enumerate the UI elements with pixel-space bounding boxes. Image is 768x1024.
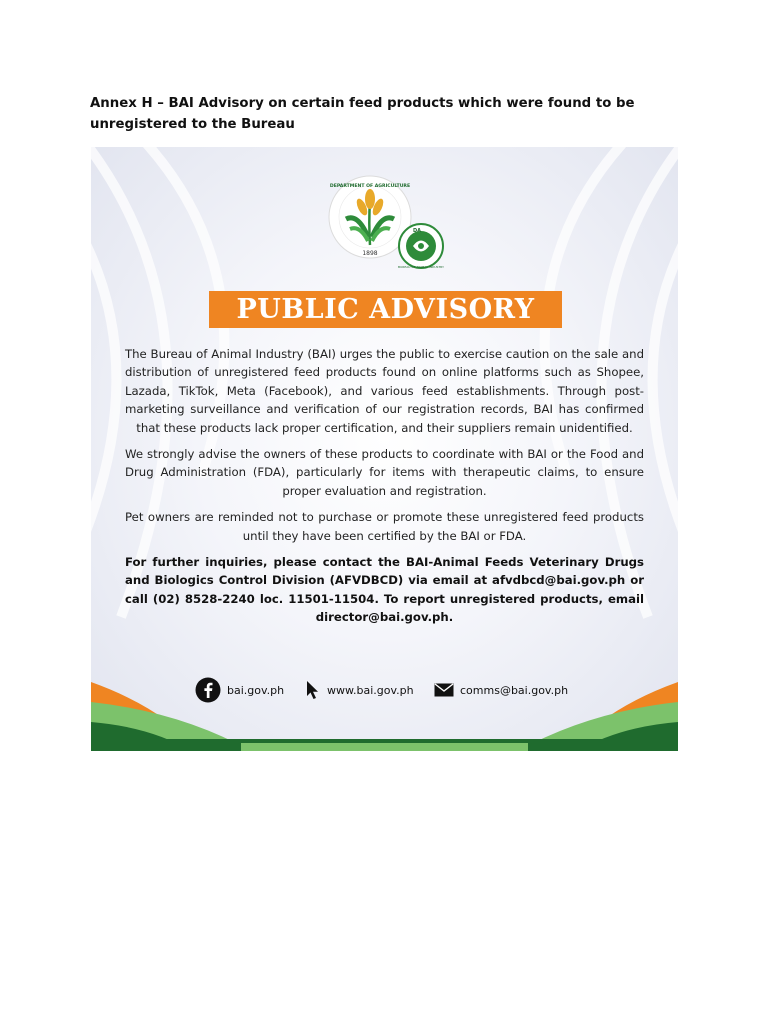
footer-facebook-label: bai.gov.ph — [227, 683, 285, 697]
footer-email-label: comms@bai.gov.ph — [460, 683, 569, 697]
advisory-paragraph-3: Pet owners are reminded not to purchase or promote these unregistered feed products until they have been certified by the BAI or FDA. — [125, 510, 644, 543]
advisory-paragraph-2: We strongly advise the owners of these products to coordinate with BAI or the Food and Drug Administration (FDA), particularly for items with therapeutic claims, to ensure proper evaluation and registration. — [125, 447, 644, 498]
advisory-poster — [91, 147, 678, 751]
footer-facebook[interactable] — [195, 677, 284, 703]
envelope-icon — [434, 683, 454, 697]
footer-website-label: www.bai.gov.ph — [327, 683, 414, 697]
footer-email[interactable] — [434, 677, 568, 703]
bai-logo-icon — [398, 224, 444, 269]
poster-footer — [191, 677, 591, 703]
public-advisory-banner — [209, 291, 562, 328]
banner-title: PUBLIC ADVISORY — [236, 294, 535, 325]
footer-website[interactable] — [305, 677, 414, 703]
cursor-icon — [305, 679, 321, 701]
contact-paragraph: For further inquiries, please contact the BAI-Animal Feeds Veterinary Drugs and Biologics Control Division (AFVDBCD) via email at afvdbcd@bai.gov.ph or call (02) 8528-2240 loc. 11501-11504. To report unregistered products, email director@bai.gov.ph. — [125, 555, 644, 625]
logos — [328, 175, 448, 271]
svg-text:BUREAU OF ANIMAL INDUSTRY: BUREAU OF ANIMAL INDUSTRY — [397, 265, 445, 269]
svg-text:1898: 1898 — [362, 250, 378, 257]
annex-title: Annex H – BAI Advisory on certain feed products which were found to be unregistered to the Bureau — [90, 96, 635, 132]
svg-text:DA: DA — [413, 228, 422, 234]
advisory-paragraph-1: The Bureau of Animal Industry (BAI) urges the public to exercise caution on the sale and distribution of unregistered feed products found on online platforms such as Shopee, Lazada, TikTok, Meta (Facebook), and various feed establishments. Through post-marketing surveillance and verification of our registration records, BAI has confirmed that these products lack proper certification, and their suppliers remain unidentified. — [125, 347, 644, 435]
svg-text:DEPARTMENT OF AGRICULTURE: DEPARTMENT OF AGRICULTURE — [329, 184, 411, 189]
facebook-icon — [195, 677, 221, 703]
advisory-body — [125, 345, 644, 635]
